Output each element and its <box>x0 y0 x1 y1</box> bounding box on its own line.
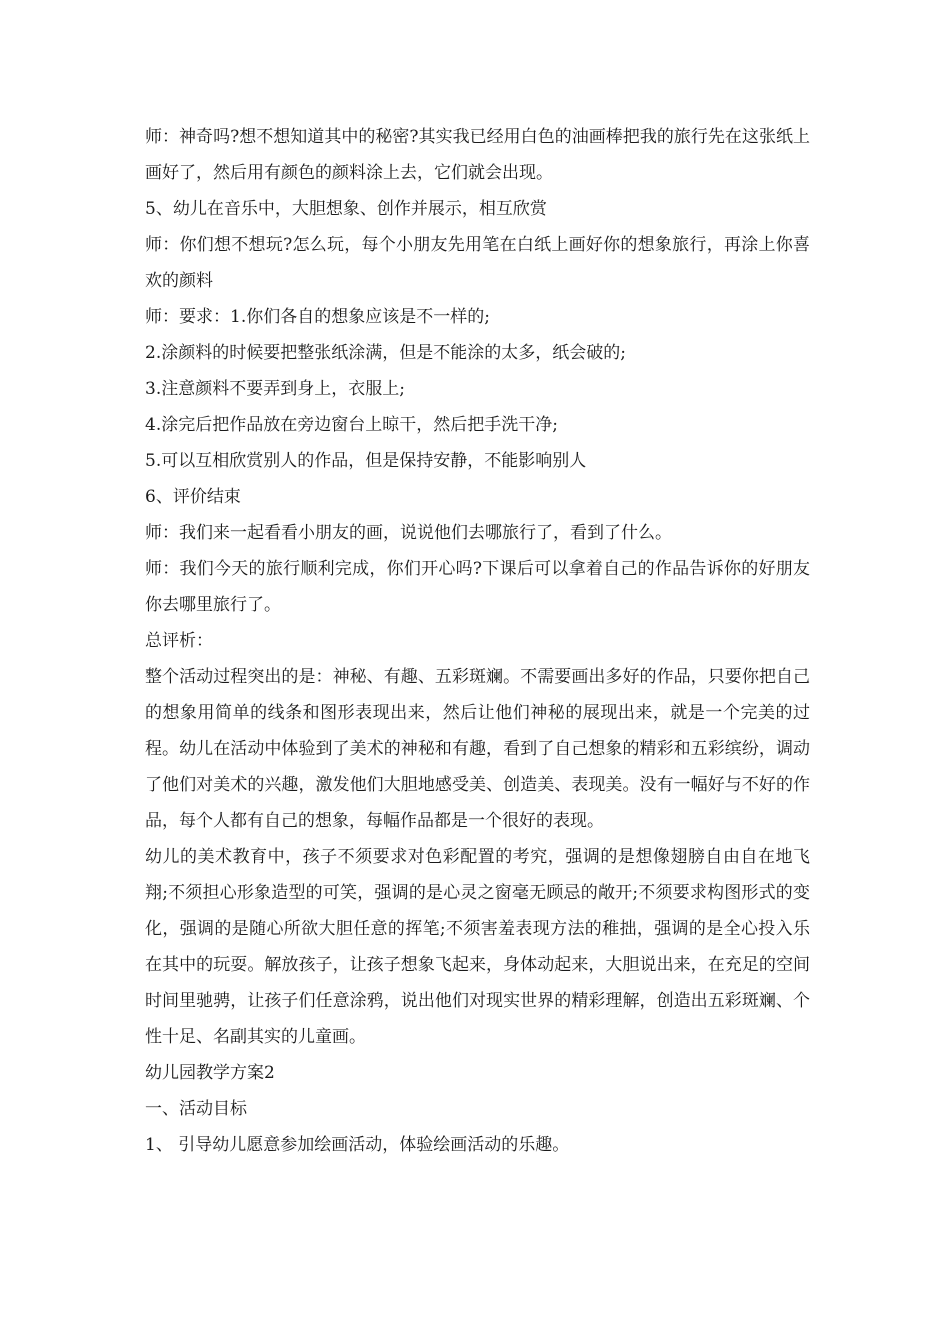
paragraph-requirement-3: 3.注意颜料不要弄到身上，衣服上; <box>145 379 405 399</box>
paragraph-teacher-play: 师：你们想不想玩?怎么玩，每个小朋友先用笔在白纸上画好你的想象旅行，再涂上你喜欢的颜料 <box>145 235 810 291</box>
document-body <box>145 119 810 1163</box>
paragraph-teacher-look: 师：我们来一起看看小朋友的画，说说他们去哪旅行了，看到了什么。 <box>145 523 672 543</box>
paragraph-plan-2-title: 幼儿园教学方案2 <box>145 1063 275 1083</box>
paragraph-requirement-1: 师：要求：1.你们各自的想象应该是不一样的; <box>145 307 490 327</box>
paragraph-objectives-heading: 一、活动目标 <box>145 1099 247 1119</box>
paragraph-requirement-5: 5.可以互相欣赏别人的作品，但是保持安静，不能影响别人 <box>145 451 587 471</box>
paragraph-teacher-magic: 师：神奇吗?想不想知道其中的秘密?其实我已经用白色的油画棒把我的旅行先在这张纸上画好了，然后用有颜色的颜料涂上去，它们就会出现。 <box>145 127 810 183</box>
paragraph-requirement-2: 2.涂颜料的时候要把整张纸涂满，但是不能涂的太多，纸会破的; <box>145 343 626 363</box>
paragraph-objective-1: 1、 引导幼儿愿意参加绘画活动，体验绘画活动的乐趣。 <box>145 1135 570 1155</box>
paragraph-teacher-finish: 师：我们今天的旅行顺利完成，你们开心吗?下课后可以拿着自己的作品告诉你的好朋友你去哪里旅行了。 <box>145 559 810 615</box>
paragraph-summary-body: 整个活动过程突出的是：神秘、有趣、五彩斑斓。不需要画出多好的作品，只要你把自己的想象用简单的线条和图形表现出来，然后让他们神秘的展现出来，就是一个完美的过程。幼儿在活动中体验到了美术的神秘和有趣，看到了自己想象的精彩和五彩缤纷，调动了他们对美术的兴趣，激发他们大胆地感受美、创造美、表现美。没有一幅好与不好的作品，每个人都有自己的想象，每幅作品都是一个很好的表现。 <box>145 667 810 831</box>
paragraph-requirement-4: 4.涂完后把作品放在旁边窗台上晾干，然后把手洗干净; <box>145 415 558 435</box>
paragraph-step-6-heading: 6、评价结束 <box>145 487 241 507</box>
paragraph-art-education: 幼儿的美术教育中，孩子不须要求对色彩配置的考究，强调的是想像翅膀自由自在地飞翔;不须担心形象造型的可笑，强调的是心灵之窗毫无顾忌的敞开;不须要求构图形式的变化，强调的是随心所欲大胆任意的挥笔;不须害羞表现方法的稚拙，强调的是全心投入乐在其中的玩耍。解放孩子，让孩子想象飞起来，身体动起来，大胆说出来，在充足的空间时间里驰骋，让孩子们任意涂鸦，说出他们对现实世界的精彩理解，创造出五彩斑斓、个性十足、名副其实的儿童画。 <box>145 847 810 1047</box>
paragraph-summary-heading: 总评析： <box>145 631 213 651</box>
paragraph-step-5-heading: 5、幼儿在音乐中，大胆想象、创作并展示，相互欣赏 <box>145 199 547 219</box>
